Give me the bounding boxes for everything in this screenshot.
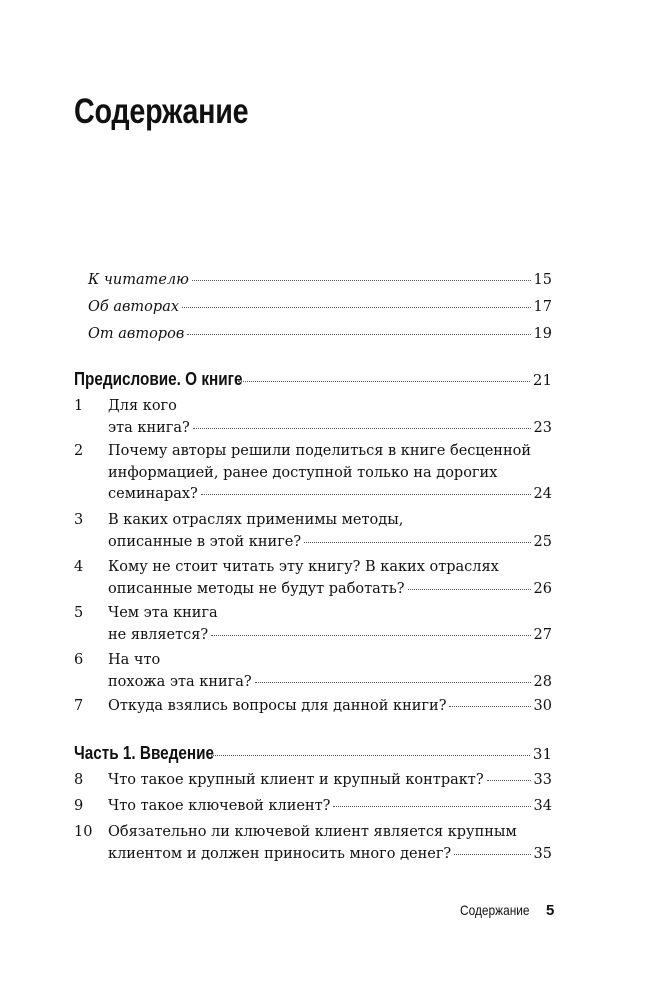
section-heading: Часть 1. Введение [74, 743, 215, 763]
toc-entry-page: 15 [533, 272, 552, 288]
question-line: Обязательно ли ключевой клиент является крупным [108, 824, 517, 840]
dot-leader [333, 806, 530, 807]
question-line: не является? [108, 626, 209, 643]
toc-entry-label: К читателю [88, 272, 189, 288]
toc-entry-page: 31 [532, 745, 552, 763]
toc-entry-to-reader[interactable] [88, 270, 552, 291]
toc-section-part-1[interactable] [74, 742, 552, 765]
toc-entry-page: 24 [533, 486, 552, 502]
toc-question-2[interactable] [74, 441, 552, 506]
toc-entry-page: 21 [532, 371, 552, 389]
question-line: клиентом и должен приносить много денег? [108, 845, 452, 862]
toc-entry-page: 17 [533, 299, 552, 315]
question-line: Откуда взялись вопросы для данной книги? [108, 698, 447, 714]
dot-leader [211, 635, 530, 636]
toc-question-6[interactable] [74, 650, 552, 693]
dot-leader [187, 334, 530, 335]
toc-question-8[interactable] [74, 770, 552, 792]
question-number: 6 [74, 652, 84, 668]
question-line: описанные в этой книге? [108, 533, 302, 550]
question-line: описанные методы не будут работать? [108, 580, 405, 597]
toc-entry-label: От авторов [88, 326, 185, 342]
question-line: Что такое крупный клиент и крупный контракт? [108, 772, 484, 788]
dot-leader [487, 780, 531, 781]
dot-leader [201, 494, 531, 495]
question-line: В каких отраслях применимы методы, [108, 512, 404, 528]
question-number: 8 [74, 772, 84, 788]
dot-leader [182, 307, 531, 308]
toc-question-4[interactable] [74, 557, 552, 600]
toc-entry-page: 28 [533, 673, 552, 690]
question-number: 9 [74, 798, 84, 814]
question-line: Что такое ключевой клиент? [108, 798, 331, 814]
dot-leader [211, 755, 530, 756]
toc-entry-page: 33 [533, 772, 552, 788]
question-line: Чем эта книга [108, 605, 218, 621]
toc-entry-about-authors[interactable] [88, 297, 552, 318]
toc-entry-page: 34 [533, 798, 552, 814]
toc-entry-page: 27 [533, 626, 552, 643]
toc-question-7[interactable] [74, 696, 552, 718]
toc-entry-label: Об авторах [88, 299, 180, 315]
toc-section-preface[interactable] [74, 368, 552, 391]
toc-entry-page: 26 [533, 580, 552, 597]
dot-leader [255, 682, 531, 683]
toc-entry-from-authors[interactable] [88, 324, 552, 345]
toc-entry-page: 25 [533, 533, 552, 550]
running-footer-title: Содержание [460, 902, 530, 918]
dot-leader [449, 706, 530, 707]
page-number: 5 [546, 902, 555, 919]
toc-entry-page: 35 [533, 845, 552, 862]
question-line: Почему авторы решили поделиться в книге бесценной [108, 443, 532, 459]
page-title: Содержание [74, 92, 249, 131]
dot-leader [304, 542, 530, 543]
question-line: эта книга? [108, 419, 190, 436]
question-number: 2 [74, 443, 84, 459]
toc-question-1[interactable] [74, 396, 552, 439]
question-number: 5 [74, 605, 84, 621]
question-line: Для кого [108, 398, 177, 414]
toc-entry-page: 19 [533, 326, 552, 342]
question-number: 4 [74, 559, 84, 575]
question-line: похожа эта книга? [108, 673, 252, 690]
dot-leader [193, 428, 531, 429]
toc-question-9[interactable] [74, 796, 552, 818]
toc-question-10[interactable] [74, 822, 552, 865]
question-line: информацией, ранее доступной только на дорогих [108, 464, 498, 481]
question-number: 7 [74, 698, 84, 714]
question-line: семинарах? [108, 486, 198, 502]
question-line: Кому не стоит читать эту книгу? В каких отраслях [108, 559, 499, 575]
dot-leader [408, 589, 531, 590]
question-line: На что [108, 652, 161, 668]
question-number: 1 [74, 398, 84, 414]
section-heading: Предисловие. О книге [74, 369, 243, 389]
toc-question-5[interactable] [74, 603, 552, 646]
question-number: 10 [74, 824, 93, 840]
toc-entry-page: 23 [533, 419, 552, 436]
dot-leader [192, 280, 531, 281]
dot-leader [454, 854, 530, 855]
toc-entry-page: 30 [533, 698, 552, 714]
toc-question-3[interactable] [74, 510, 552, 553]
dot-leader [238, 381, 530, 382]
question-number: 3 [74, 512, 84, 528]
